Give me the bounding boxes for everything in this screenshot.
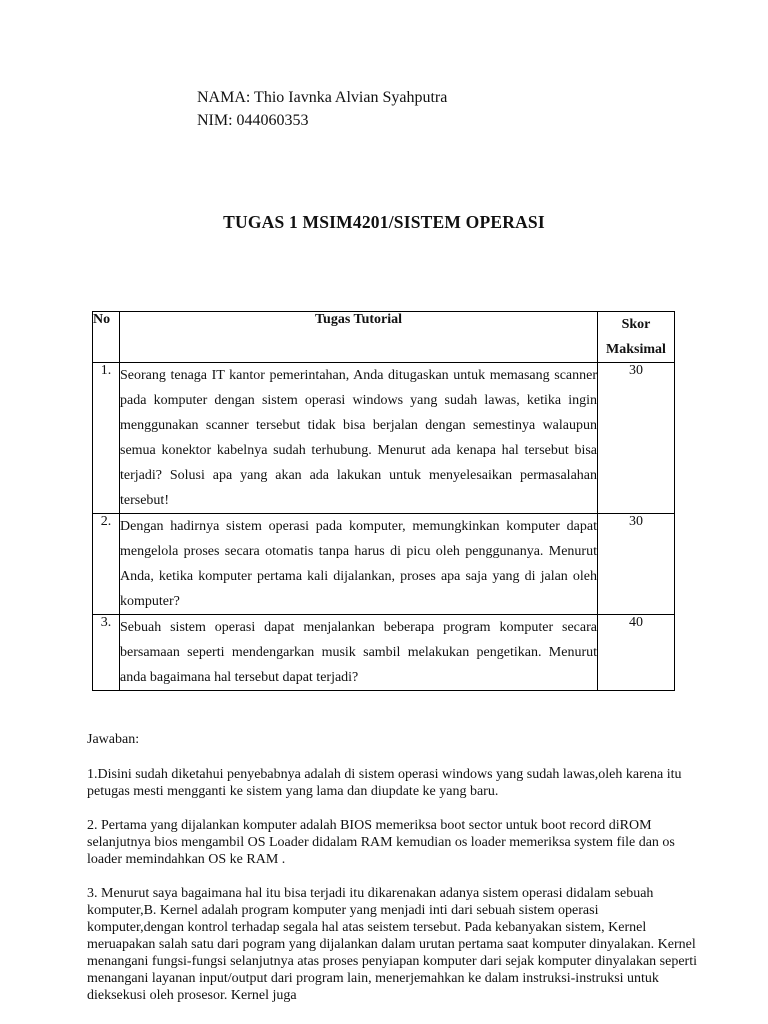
row-number: 3. [93,615,120,691]
answer-3: 3. Menurut saya bagaimana hal itu bisa terjadi itu dikarenakan adanya sistem operasi didalam sebuah komputer,B. Kernel adalah program komputer yang menjadi inti dari sebuah sistem operasi komputer,dengan kontrol terhadap segala hal atas seistem tersebut. Pada kebanyakan sistem, Kernel meruapakan salah satu dari pogram yang dijalankan dalam urutan pertama saat komputer dinyalakan. Kernel menangani fungsi-fungsi selanjutnya atas proses penyiapan komputer dari sejak komputer dinyalakan seperti menangani layanan input/output dari program lain, menerjemahkan ke dalam instruksi-instruksi untuk dieksekusi oleh prosesor. Kernel juga [87,886,697,1003]
row-task-text: Dengan hadirnya sistem operasi pada komputer, memungkinkan komputer dapat mengelola proses secara otomatis tanpa harus di picu oleh penggunanya. Menurut Anda, ketika komputer pertama kali dijalankan, proses apa saja yang di jalan oleh komputer? [120,514,598,615]
col-skor-line1: Skor [621,317,651,332]
row-task-text: Sebuah sistem operasi dapat menjalankan beberapa program komputer secara bersamaan seperti mendengarkan musik sambil melakukan pengetikan. Menurut anda bagaimana hal tersebut dapat terjadi? [120,615,598,691]
table-row [93,615,675,691]
task-table [92,311,675,691]
student-nim: NIM: 044060353 [197,112,309,129]
table-row [93,514,675,615]
answer-2: 2. Pertama yang dijalankan komputer adalah BIOS memeriksa boot sector untuk boot record diROM selanjutnya bios mengambil OS Loader didalam RAM kemudian os loader memeriksa system file dan os loader memindahkan OS ke RAM . [87,818,675,867]
row-score: 30 [598,363,675,514]
page-title: TUGAS 1 MSIM4201/SISTEM OPERASI [223,212,545,232]
table-header-row [93,312,675,363]
col-skor-header [598,312,675,363]
row-score: 40 [598,615,675,691]
answer-1: 1.Disini sudah diketahui penyebabnya adalah di sistem operasi windows yang sudah lawas,oleh karena itu petugas mesti mengganti ke sistem yang lama dan diupdate ke yang baru. [87,767,682,799]
row-number: 1. [93,363,120,514]
col-no-header: No [93,312,120,363]
col-tugas-header: Tugas Tutorial [120,312,598,363]
row-task-text: Seorang tenaga IT kantor pemerintahan, Anda ditugaskan untuk memasang scanner pada komputer dengan sistem operasi windows yang sudah lawas, ketika ingin menggunakan scanner tersebut tidak bisa berjalan dengan semestinya walaupun semua konektor kabelnya sudah terhubung. Menurut ada kenapa hal tersebut bisa terjadi? Solusi apa yang akan ada lakukan untuk menyelesaikan permasalahan tersebut! [120,363,598,514]
row-score: 30 [598,514,675,615]
answers-label: Jawaban: [87,732,140,747]
answers-section [87,731,697,1021]
student-name: NAMA: Thio Iavnka Alvian Syahputra [197,89,448,106]
table-row [93,363,675,514]
student-header [197,86,447,132]
row-number: 2. [93,514,120,615]
col-skor-line2: Maksimal [606,342,666,357]
